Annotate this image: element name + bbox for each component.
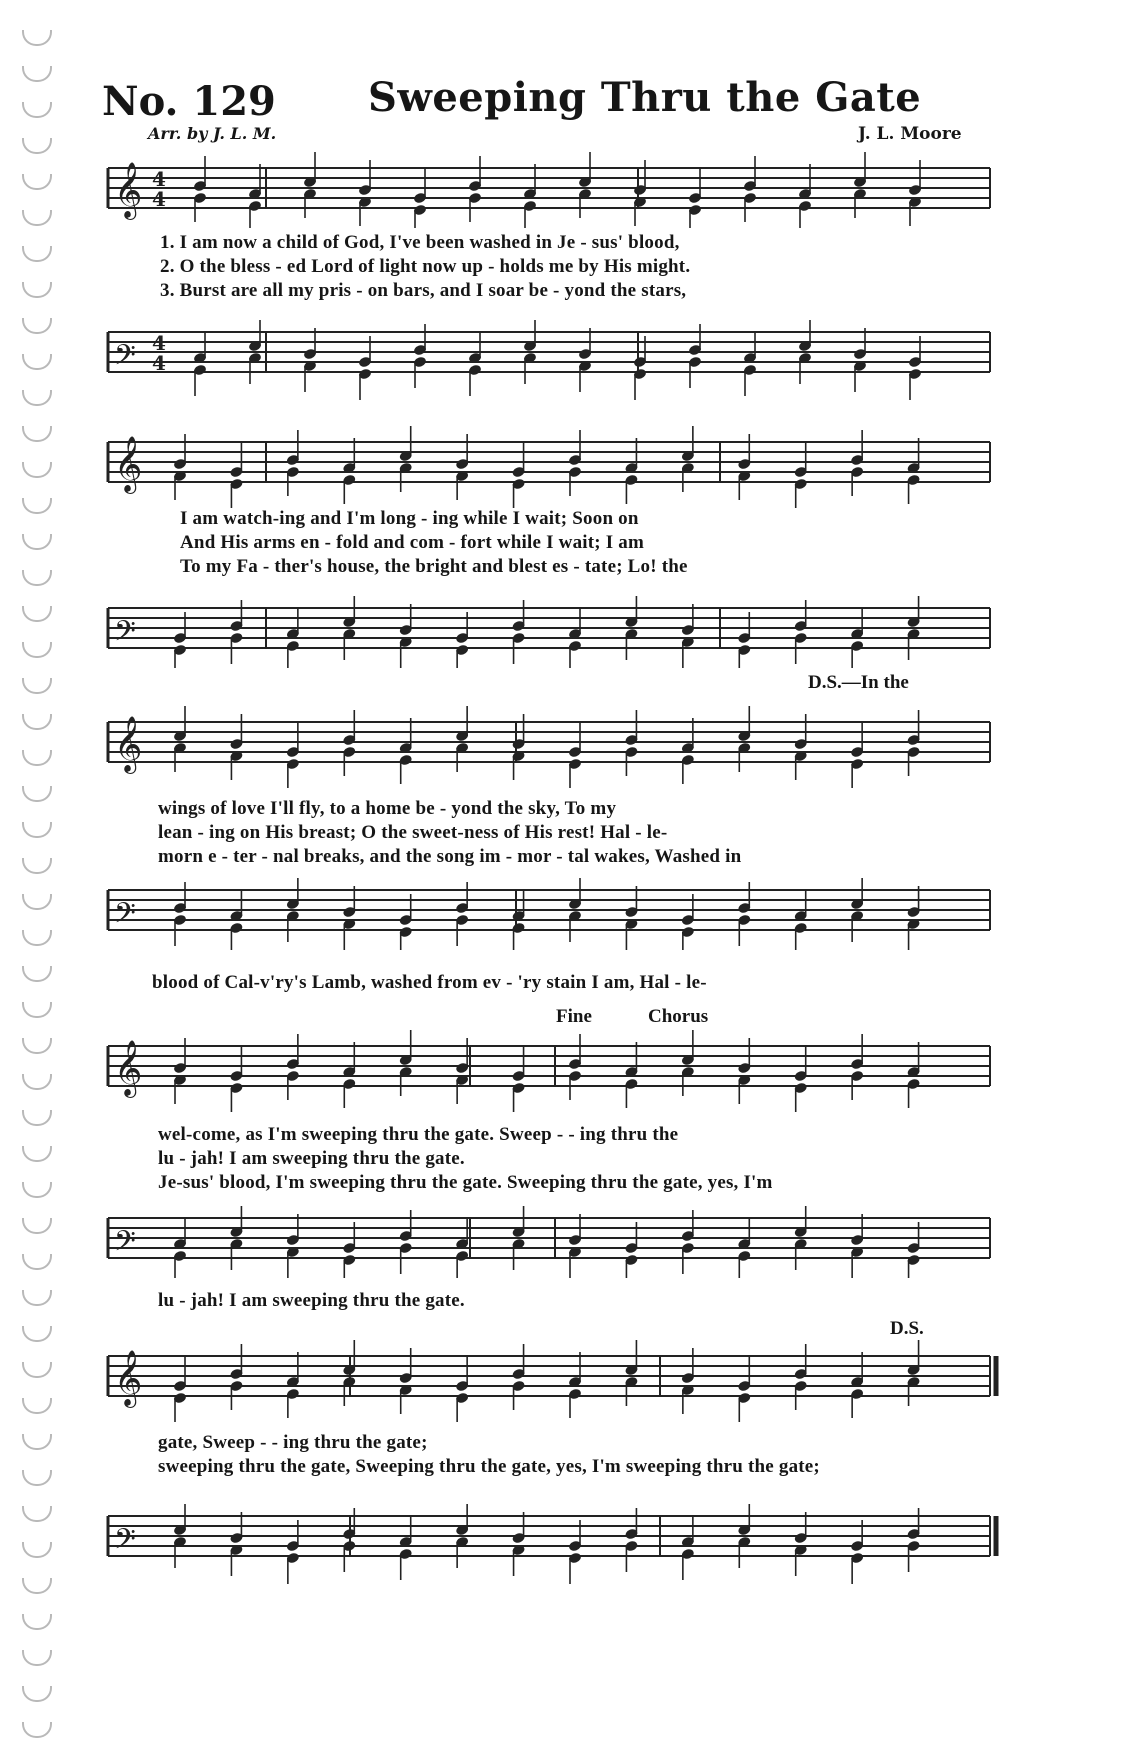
note-chord — [624, 886, 638, 950]
binding-hole — [22, 822, 52, 838]
note-chord — [853, 328, 867, 392]
treble-clef-icon: 𝄞 — [114, 436, 143, 492]
note-chord — [568, 1214, 582, 1278]
binding-hole — [22, 318, 52, 334]
staff-lines — [108, 168, 990, 208]
note-chord — [908, 336, 922, 400]
binding-hole — [22, 30, 52, 46]
note-chord — [681, 1348, 695, 1414]
hymn-arranger: Arr. by J. L. M. — [148, 124, 277, 143]
binding-hole — [22, 138, 52, 154]
bass-clef-icon: 𝄢 — [114, 897, 136, 937]
lyric-line: lu - jah! I am sweeping thru the gate. — [158, 1148, 465, 1169]
binding-hole — [22, 1074, 52, 1090]
note-chord — [229, 1512, 243, 1576]
binding-hole — [22, 66, 52, 82]
time-signature-top: 4 — [152, 167, 166, 191]
binding-hole — [22, 174, 52, 190]
binding-hole — [22, 1398, 52, 1414]
binding-hole — [22, 930, 52, 946]
binding-hole — [22, 534, 52, 550]
note-chord — [511, 600, 525, 664]
note-chord — [173, 1038, 187, 1104]
note-chord — [794, 600, 808, 664]
staff-system-4-bass — [100, 1198, 1000, 1278]
binding-hole — [22, 210, 52, 226]
staff-system-3-treble — [100, 700, 1000, 790]
binding-hole — [22, 1038, 52, 1054]
note-chord — [455, 612, 469, 668]
binding-hole — [22, 714, 52, 730]
note-chord — [568, 1520, 582, 1584]
lyric-line: morn e - ter - nal breaks, and the song im - mor - tal wakes, Washed in — [158, 846, 742, 867]
lyric-line: lean - ing on His breast; O the sweet-ness of His rest! Hal - le- — [158, 822, 668, 843]
lyric-line: blood of Cal-v'ry's Lamb, washed from ev - 'ry stain I am, Hal - le- — [152, 972, 707, 993]
binding-hole — [22, 678, 52, 694]
note-chord — [173, 612, 187, 668]
time-signature-bottom: 4 — [152, 351, 166, 375]
note-chord — [688, 324, 702, 388]
note-chord — [633, 160, 647, 226]
binding-hole — [22, 498, 52, 514]
note-chord — [737, 434, 751, 500]
note-chord — [229, 600, 243, 664]
lyric-line: Je-sus' blood, I'm sweeping thru the gate. Sweeping thru the gate, yes, I'm — [158, 1172, 773, 1193]
binding-hole — [22, 1002, 52, 1018]
note-chord — [681, 894, 695, 950]
binding-hole — [22, 1290, 52, 1306]
note-chord — [303, 328, 317, 392]
note-chord — [794, 1512, 808, 1576]
lyric-line: wings of love I'll fly, to a home be - yond the sky, To my — [158, 798, 617, 819]
binding-hole — [22, 1110, 52, 1126]
note-chord — [794, 714, 808, 780]
lyric-line: wel-come, as I'm sweeping thru the gate. Sweep - - ing thru the — [158, 1124, 679, 1145]
note-chord — [850, 1520, 864, 1584]
lyric-line: 2. O the bless - ed Lord of light now up - holds me by His might. — [160, 256, 691, 277]
binding-hole — [22, 966, 52, 982]
note-chord — [286, 1520, 300, 1584]
note-chord — [906, 886, 920, 950]
ds-label: D.S.—In the — [808, 672, 909, 693]
note-chord — [908, 160, 922, 226]
binding-hole — [22, 1434, 52, 1450]
bass-clef-icon: 𝄢 — [114, 339, 136, 379]
staff-system-1-treble — [100, 148, 1000, 228]
bass-clef-icon: 𝄢 — [114, 1225, 136, 1265]
lyric-line: I am watch-ing and I'm long - ing while I wait; Soon on — [180, 508, 639, 529]
staff-system-3-bass — [100, 870, 1000, 950]
note-chord — [578, 328, 592, 392]
binding-hole — [22, 1146, 52, 1162]
binding-hole — [22, 750, 52, 766]
note-chord — [358, 336, 372, 400]
binding-hole — [22, 1254, 52, 1270]
binding-hole — [22, 246, 52, 262]
binding-hole — [22, 282, 52, 298]
treble-clef-icon: 𝄞 — [114, 1040, 143, 1096]
note-chord — [358, 160, 372, 226]
staff-system-4-treble — [100, 1020, 1000, 1120]
note-chord — [455, 1038, 469, 1104]
note-chord — [624, 1222, 638, 1278]
note-chord — [737, 1038, 751, 1104]
note-chord — [523, 164, 537, 228]
lyric-line: 3. Burst are all my pris - on bars, and I soar be - yond the stars, — [160, 280, 687, 301]
binding-hole — [22, 462, 52, 478]
binding-hole — [22, 570, 52, 586]
binding-hole — [22, 1506, 52, 1522]
binding-hole — [22, 1578, 52, 1594]
time-signature-bottom: 4 — [152, 187, 166, 211]
binding-hole — [22, 102, 52, 118]
note-chord — [455, 434, 469, 500]
staff-system-5-treble — [100, 1330, 1000, 1430]
note-chord — [511, 714, 525, 780]
staff-system-1-bass — [100, 310, 1000, 400]
treble-clef-icon: 𝄞 — [114, 716, 143, 772]
staff-system-2-treble — [100, 420, 1000, 510]
note-chord — [399, 1348, 413, 1414]
binding-hole — [22, 1470, 52, 1486]
binding-hole — [22, 1362, 52, 1378]
note-chord — [399, 604, 413, 668]
note-chord — [633, 336, 647, 400]
note-chord — [399, 1210, 413, 1274]
note-chord — [511, 1512, 525, 1576]
hymn-number: No. 129 — [102, 78, 276, 125]
lyric-line: And His arms en - fold and com - fort while I wait; I am — [180, 532, 645, 553]
chorus-label: Chorus — [648, 1006, 709, 1027]
fine-label: Fine — [556, 1006, 592, 1027]
note-chord — [342, 886, 356, 950]
bass-clef-icon: 𝄢 — [114, 615, 136, 655]
staff-system-5-bass — [100, 1494, 1000, 1584]
binding-hole — [22, 390, 52, 406]
bass-clef-icon: 𝄢 — [114, 1523, 136, 1563]
hymn-title: Sweeping Thru the Gate — [368, 74, 922, 121]
note-chord — [906, 1222, 920, 1278]
note-chord — [906, 1508, 920, 1572]
note-chord — [399, 894, 413, 950]
hymn-composer: J. L. Moore — [858, 124, 962, 144]
note-chord — [229, 714, 243, 780]
binding-hole — [22, 1650, 52, 1666]
binding-hole — [22, 1218, 52, 1234]
binding-hole — [22, 858, 52, 874]
staff-system-2-bass — [100, 588, 1000, 668]
lyric-line: gate, Sweep - - ing thru the gate; — [158, 1432, 428, 1453]
binding-hole — [22, 426, 52, 442]
note-chord — [624, 1508, 638, 1572]
treble-clef-icon: 𝄞 — [114, 162, 143, 218]
note-chord — [248, 164, 262, 228]
note-chord — [413, 324, 427, 388]
note-chord — [681, 604, 695, 668]
spiral-binding — [0, 0, 70, 1760]
binding-hole — [22, 1722, 52, 1738]
note-chord — [286, 1214, 300, 1278]
note-chord — [455, 882, 469, 946]
note-chord — [681, 1210, 695, 1274]
binding-hole — [22, 1686, 52, 1702]
note-chord — [737, 612, 751, 668]
note-chord — [173, 882, 187, 946]
lyric-line: lu - jah! I am sweeping thru the gate. — [158, 1290, 465, 1311]
note-chord — [737, 882, 751, 946]
binding-hole — [22, 1182, 52, 1198]
lyric-line: To my Fa - ther's house, the bright and blest es - tate; Lo! the — [180, 556, 688, 577]
lyric-line: 1. I am now a child of God, I've been washed in Je - sus' blood, — [160, 232, 680, 253]
lyric-line: sweeping thru the gate, Sweeping thru the gate, yes, I'm sweeping thru the gate; — [158, 1456, 820, 1477]
binding-hole — [22, 354, 52, 370]
time-signature-top: 4 — [152, 331, 166, 355]
binding-hole — [22, 606, 52, 622]
binding-hole — [22, 642, 52, 658]
note-chord — [850, 1214, 864, 1278]
binding-hole — [22, 1542, 52, 1558]
binding-hole — [22, 1614, 52, 1630]
note-chord — [342, 1222, 356, 1278]
note-chord — [798, 164, 812, 228]
ds-label: D.S. — [890, 1318, 924, 1339]
binding-hole — [22, 1326, 52, 1342]
treble-clef-icon: 𝄞 — [114, 1350, 143, 1406]
binding-hole — [22, 894, 52, 910]
note-chord — [173, 434, 187, 500]
binding-hole — [22, 786, 52, 802]
